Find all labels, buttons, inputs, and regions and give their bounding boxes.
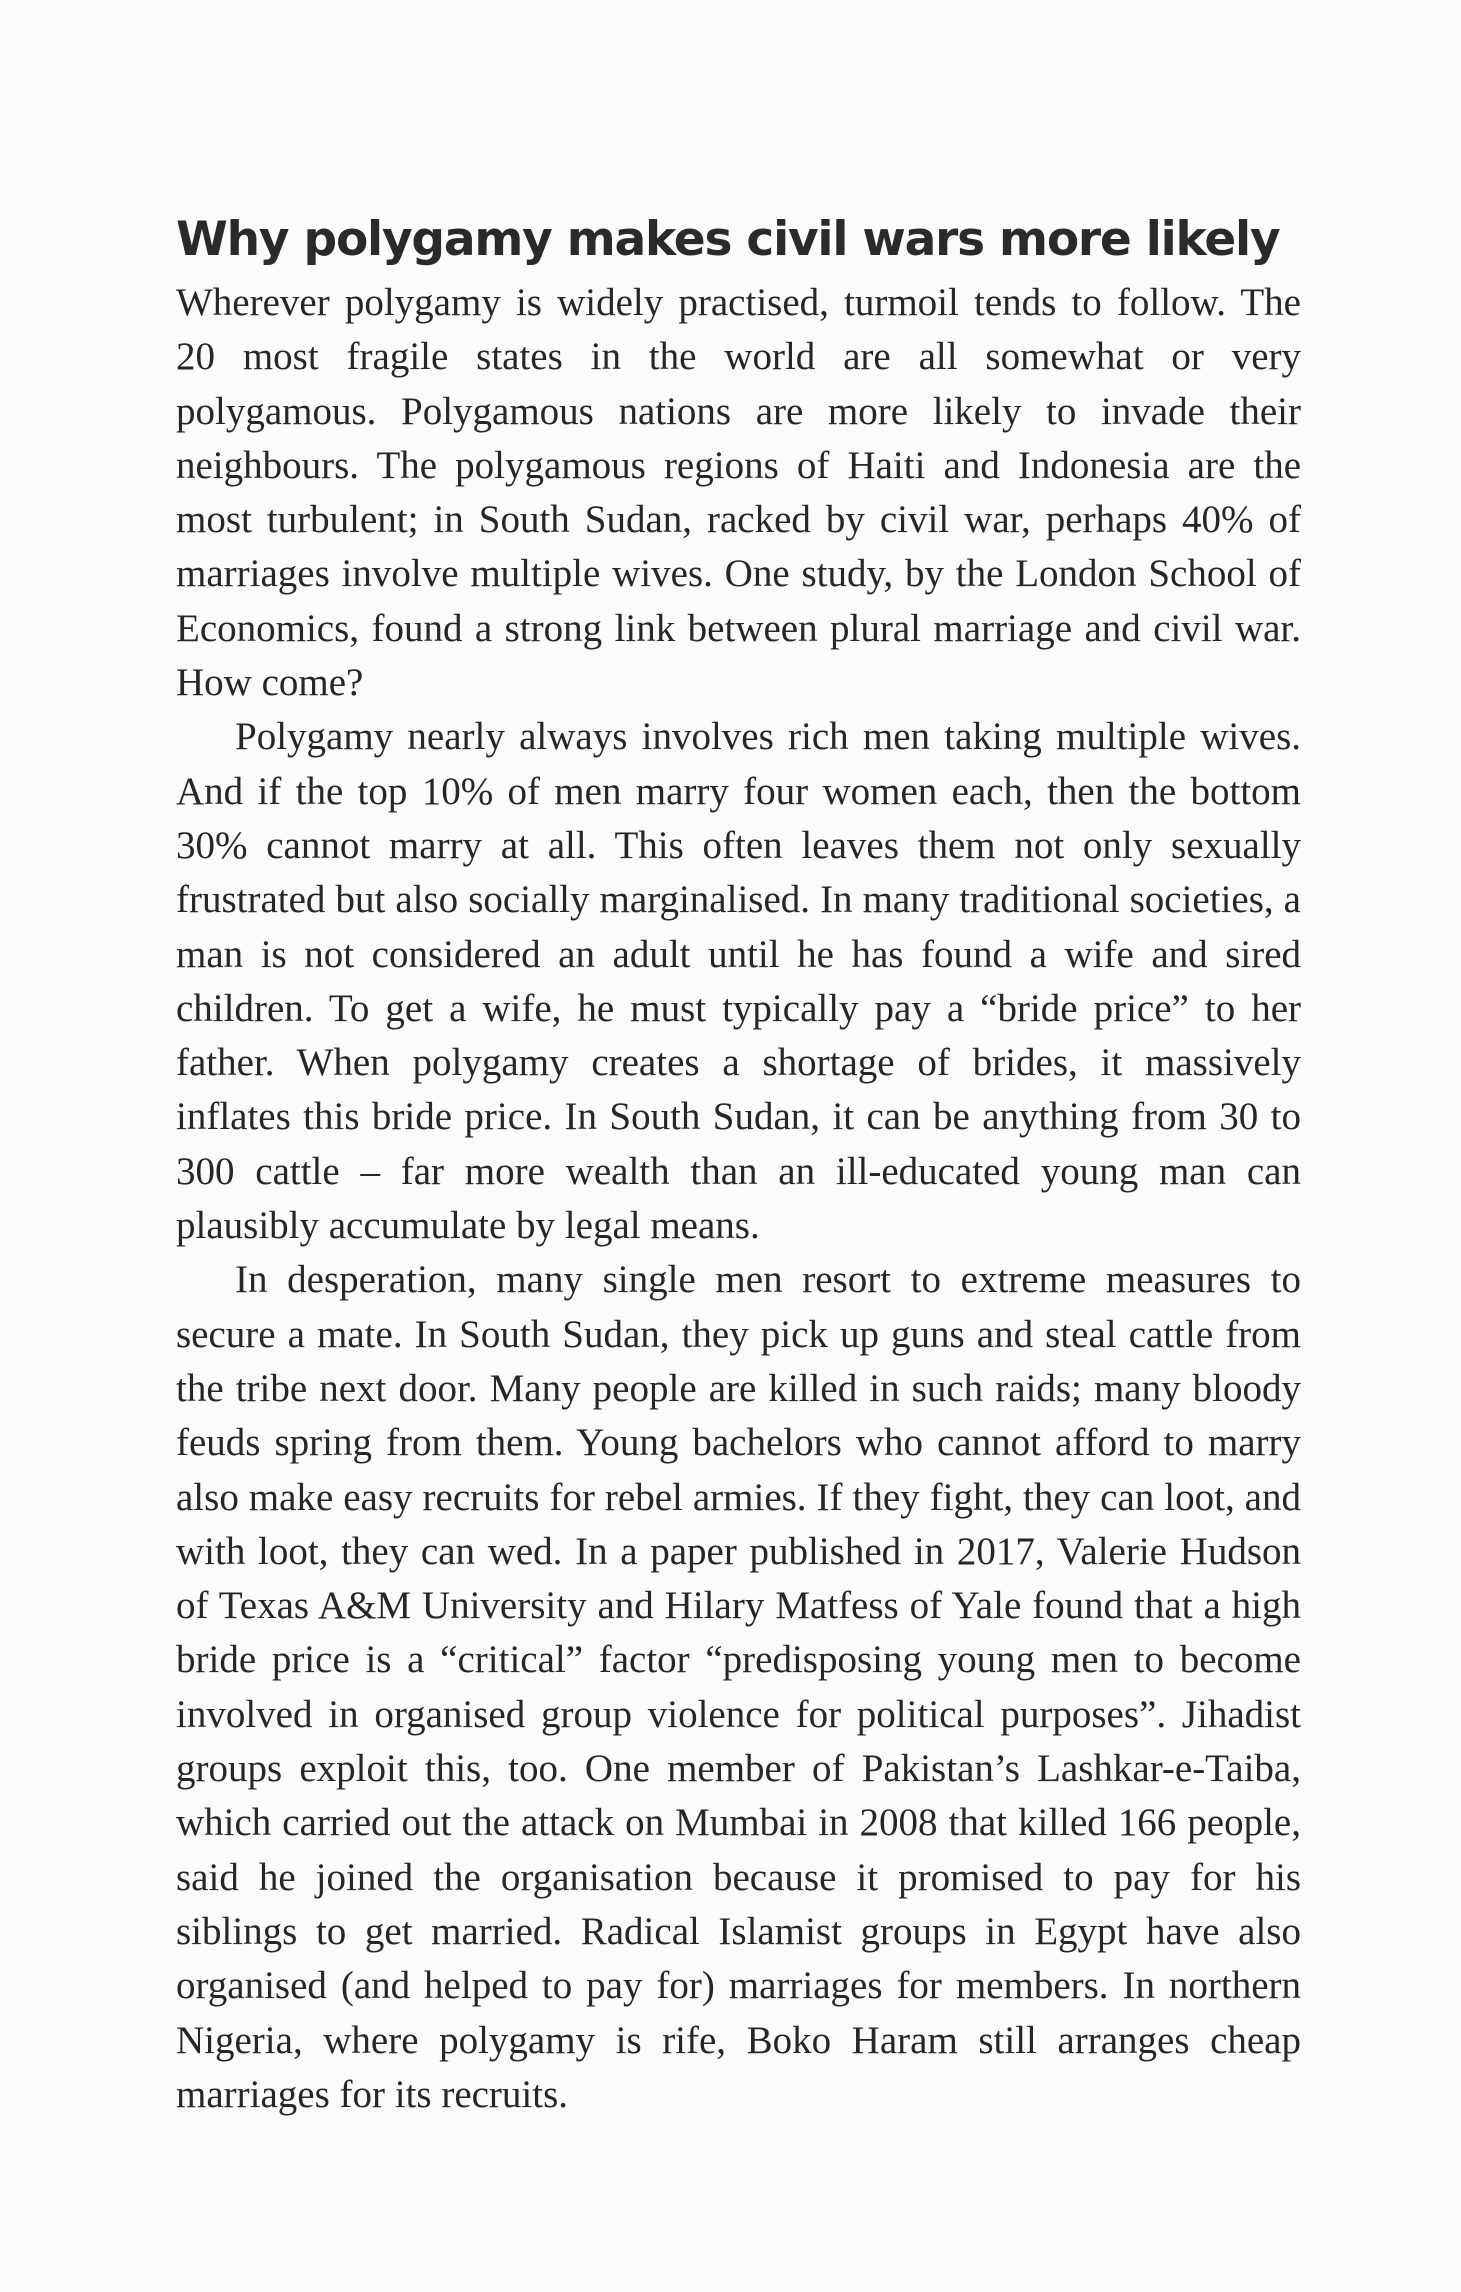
article-title: Why polygamy makes civil wars more likely xyxy=(176,212,1280,267)
paragraph-3: In desperation, many single men resort to extreme measures to secure a mate. In South Sudan, they pick up guns and steal cattle from the tribe next door. Many people are killed in such raids; many bloody feuds spring from them. Young bachelors who cannot afford to marry also make easy recruits for rebel armies. If they fight, they can loot, and with loot, they can wed. In a paper published in 2017, Valerie Hudson of Texas A&M University and Hilary Matfess of Yale found that a high bride price is a “critical” factor “predisposing young men to become involved in organised group violence for political purposes”. Jihadist groups exploit this, too. One member of Pakistan’s Lashkar-e-Taiba, which carried out the attack on Mumbai in 2008 that killed 166 people, said he joined the organisation because it promised to pay for his siblings to get married. Radical Islamist groups in Egypt have also organised (and helped to pay for) marriages for members. In northern Nigeria, where polygamy is rife, Boko Haram still arranges cheap marriages for its recruits. xyxy=(176,1258,1301,2116)
paragraph-2: Polygamy nearly always involves rich men taking multiple wives. And if the top 10% of men marry four women each, then the bottom 30% cannot marry at all. This often leaves them not only sexually frustrated but also socially marginalised. In many traditional societies, a man is not considered an adult until he has found a wife and sired children. To get a wife, he must typically pay a “bride price” to her father. When polygamy creates a shortage of brides, it massively inflates this bride price. In South Sudan, it can be anything from 30 to 300 cattle – far more wealth than an ill-educated young man can plausibly accumulate by legal means. xyxy=(176,715,1301,1248)
paragraph-1: Wherever polygamy is widely practised, turmoil tends to follow. The 20 most fragile states in the world are all somewhat or very polygamous. Polygamous nations are more likely to invade their neighbours. The polygamous regions of Haiti and Indonesia are the most turbulent; in South Sudan, racked by civil war, perhaps 40% of marriages involve multiple wives. One study, by the London School of Economics, found a strong link between plural marriage and civil war. How come? xyxy=(176,281,1301,705)
text-column xyxy=(176,208,1301,2122)
